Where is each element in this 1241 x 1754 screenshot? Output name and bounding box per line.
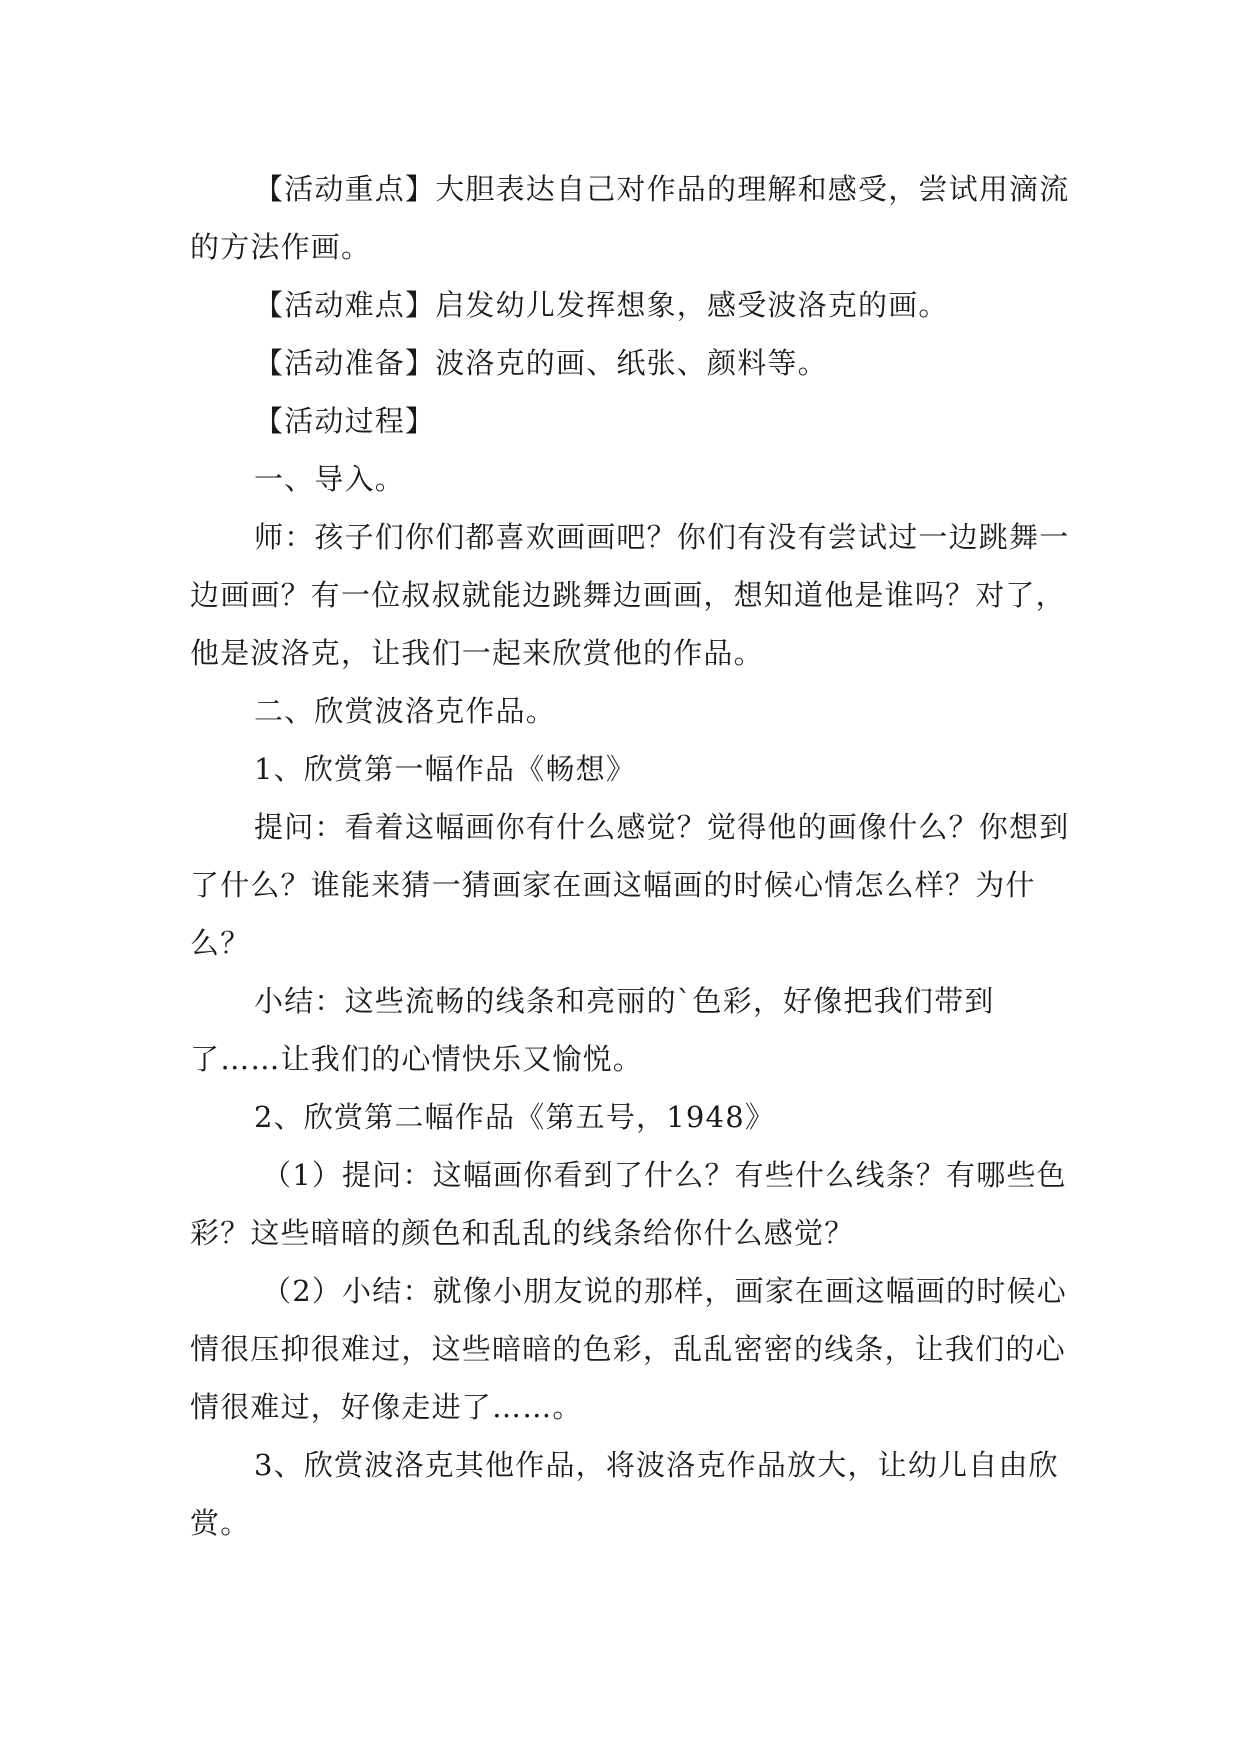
paragraph-section-intro: 一、导入。: [254, 462, 406, 496]
paragraph-other-works: 3、欣赏波洛克其他作品，将波洛克作品放大，让幼儿自由欣赏。: [190, 1448, 1059, 1540]
document-body: [190, 160, 1070, 1552]
paragraph-teacher-intro: 师：孩子们你们都喜欢画画吧？你们有没有尝试过一边跳舞一边画画？有一位叔叔就能边跳舞边画画，想知道他是谁吗？对了，他是波洛克，让我们一起来欣赏他的作品。: [190, 520, 1070, 670]
paragraph-activity-difficulty: 【活动难点】启发幼儿发挥想象，感受波洛克的画。: [254, 288, 949, 322]
paragraph-section-appreciation: 二、欣赏波洛克作品。: [254, 694, 557, 728]
paragraph-activity-preparation: 【活动准备】波洛克的画、纸张、颜料等。: [254, 346, 828, 380]
paragraph-first-summary: 小结：这些流畅的线条和亮丽的`色彩，好像把我们带到了……让我们的心情快乐又愉悦。: [190, 984, 995, 1076]
paragraph-second-summary: （2）小结：就像小朋友说的那样，画家在画这幅画的时候心情很压抑很难过，这些暗暗的色彩，乱乱密密的线条，让我们的心情很难过，好像走进了……。: [190, 1274, 1067, 1424]
paragraph-activity-process-heading: 【活动过程】: [254, 404, 436, 438]
paragraph-second-work: 2、欣赏第二幅作品《第五号，1948》: [254, 1100, 776, 1134]
paragraph-second-question: （1）提问：这幅画你看到了什么？有些什么线条？有哪些色彩？这些暗暗的颜色和乱乱的线条给你什么感觉？: [190, 1158, 1067, 1250]
paragraph-first-question: 提问：看着这幅画你有什么感觉？觉得他的画像什么？你想到了什么？谁能来猜一猜画家在画这幅画的时候心情怎么样？为什么？: [190, 810, 1070, 960]
paragraph-activity-focus: 【活动重点】大胆表达自己对作品的理解和感受，尝试用滴流的方法作画。: [190, 172, 1070, 264]
paragraph-first-work: 1、欣赏第一幅作品《畅想》: [254, 752, 637, 786]
